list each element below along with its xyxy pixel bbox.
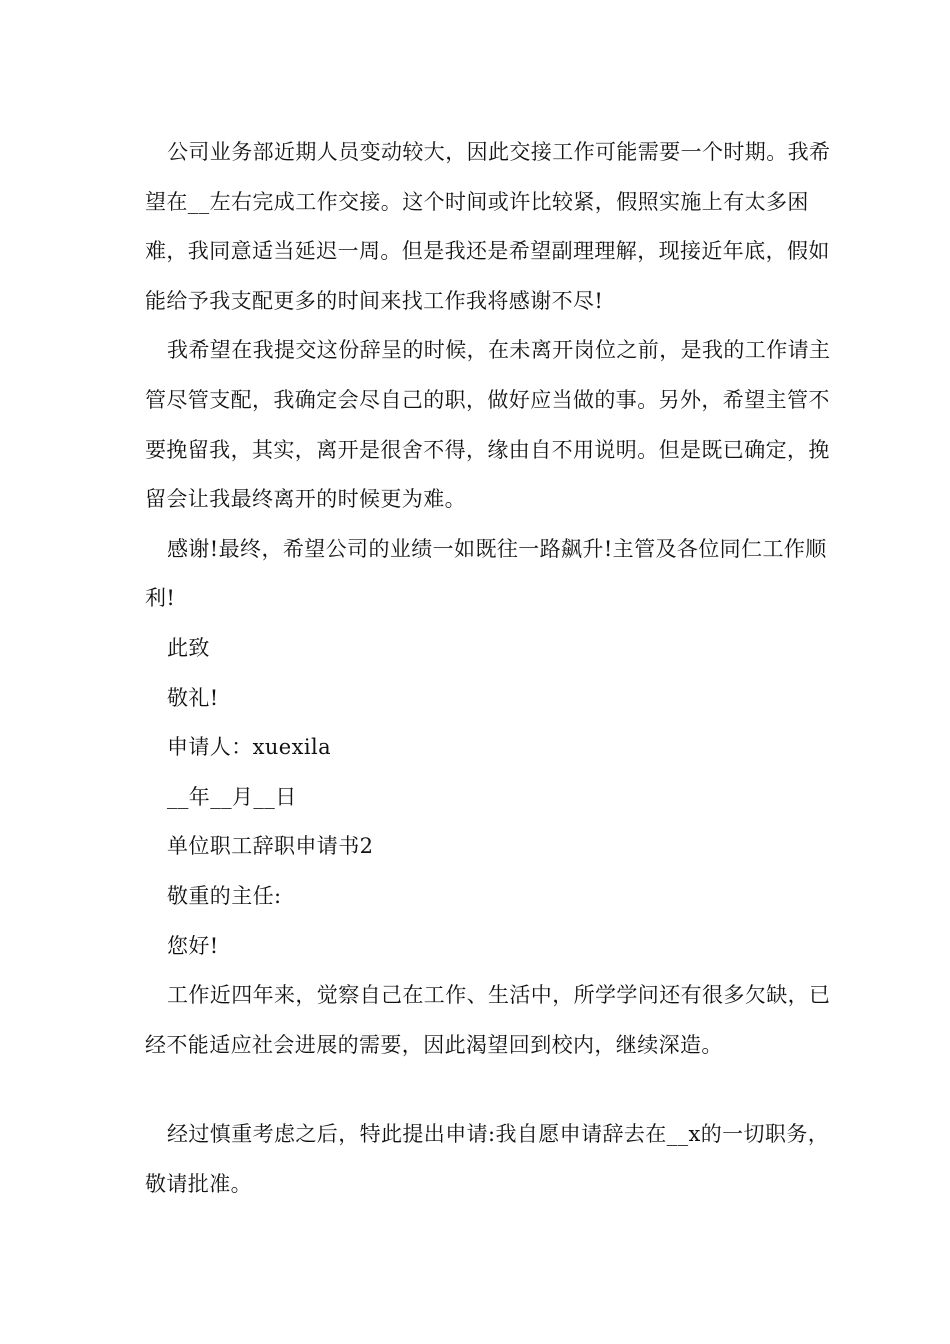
paragraph-reason: 工作近四年来，觉察自己在工作、生活中，所学学问还有很多欠缺，已经不能适应社会进展的需要，因此渴望回到校内，继续深造。 <box>145 983 831 1057</box>
paragraph-application: 经过慎重考虑之后，特此提出申请:我自愿申请辞去在__x的一切职务，敬请批准。 <box>145 1122 830 1196</box>
section-title: 单位职工辞职申请书2 <box>167 834 374 859</box>
date-line: __年__月__日 <box>167 784 297 809</box>
document-page <box>145 128 835 1209</box>
applicant-line: 申请人：xuexila <box>167 735 331 760</box>
paragraph-handover: 公司业务部近期人员变动较大，因此交接工作可能需要一个时期。我希望在__左右完成工作交接。这个时间或许比较紧，假照实施上有太多困难，我同意适当延迟一周。但是我还是希望副理理解，现接近年底，假如能给予我支配更多的时间来找工作我将感谢不尽! <box>145 140 831 313</box>
paragraph-resignation-request: 我希望在我提交这份辞呈的时候，在未离开岗位之前，是我的工作请主管尽管支配，我确定会尽自己的职，做好应当做的事。另外，希望主管不要挽留我，其实，离开是很舍不得，缘由自不用说明。但是既已确定，挽留会让我最终离开的时候更为难。 <box>145 338 831 512</box>
salutation-line: 敬重的主任: <box>167 883 282 908</box>
closing-salute: 敬礼! <box>167 685 219 710</box>
closing-line: 此致 <box>167 635 210 660</box>
paragraph-thanks: 感谢!最终，希望公司的业绩一如既往一路飙升!主管及各位同仁工作顺利! <box>145 536 827 611</box>
paragraph-spacer <box>145 1070 835 1110</box>
greeting-line: 您好! <box>167 933 219 958</box>
